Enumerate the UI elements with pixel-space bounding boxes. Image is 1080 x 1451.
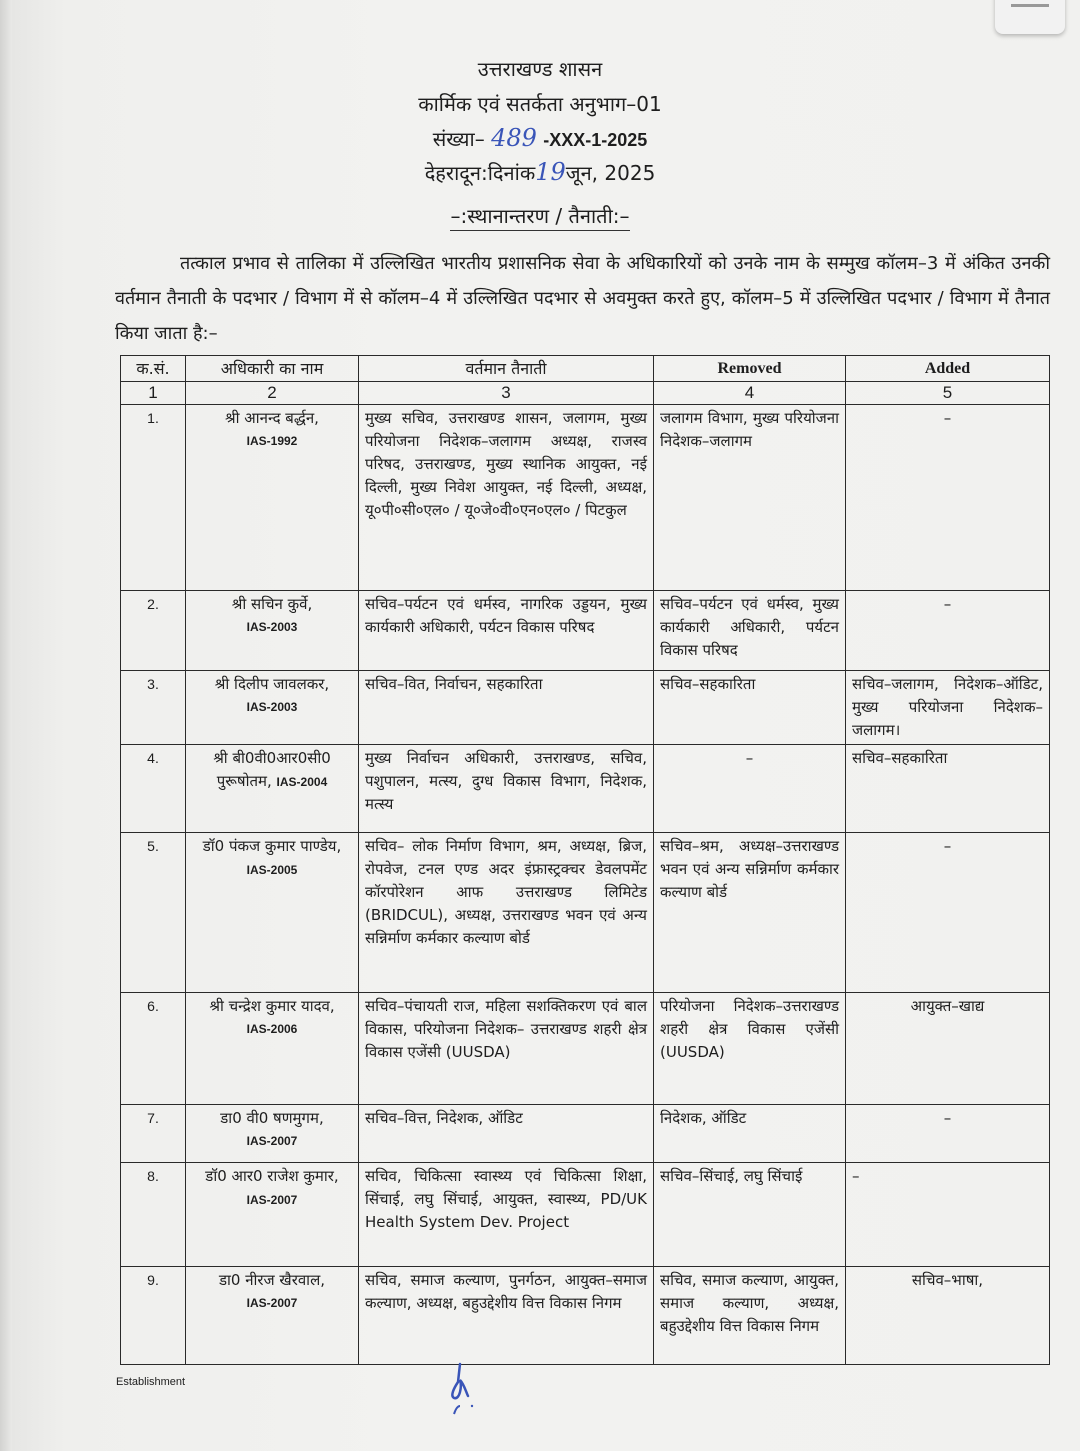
date-prefix: देहरादून:दिनांक [424, 161, 536, 185]
row-sn: 1. [121, 405, 186, 591]
added-posting: – [846, 591, 1050, 671]
date-suffix: जून, 2025 [565, 161, 656, 185]
department-title: कार्मिक एवं सतर्कता अनुभाग–01 [418, 92, 662, 116]
officer-name-text: श्री बी0वी0आर0सी0 पुरूषोतम, [213, 749, 331, 790]
officer-name [186, 1105, 359, 1163]
officer-name [186, 993, 359, 1105]
removed-posting: निदेशक, ऑडिट [654, 1105, 846, 1163]
current-posting: मुख्य निर्वाचन अधिकारी, उत्तराखण्ड, सचिव, पशुपालन, मत्स्य, दुग्ध विकास विभाग, निदेशक, मत्स्य [359, 745, 654, 833]
header-sn: क.सं. [121, 356, 186, 382]
table-row [121, 833, 1050, 993]
handwritten-number: 489 [491, 124, 537, 152]
row-sn: 2. [121, 591, 186, 671]
removed-posting: सचिव–सहकारिता [654, 671, 846, 745]
removed-posting: परियोजना निदेशक–उत्तराखण्ड शहरी क्षेत्र विकास एजेंसी (UUSDA) [654, 993, 846, 1105]
row-sn: 7. [121, 1105, 186, 1163]
row-sn: 5. [121, 833, 186, 993]
ias-batch: IAS-2007 [246, 1134, 298, 1148]
ias-batch: IAS-2004 [276, 775, 328, 789]
colnum-4: 4 [654, 382, 846, 405]
added-posting: सचिव–सहकारिता [846, 745, 1050, 833]
removed-posting: सचिव, समाज कल्याण, आयुक्त, समाज कल्याण, अध्यक्ष, बहुउद्देशीय वित्त विकास निगम [654, 1267, 846, 1365]
officer-name [186, 833, 359, 993]
current-posting: सचिव–पंचायती राज, महिला सशक्तिकरण एवं बाल विकास, परियोजना निदेशक– उत्तराखण्ड शहरी क्षेत्र विकास एजेंसी (UUSDA) [359, 993, 654, 1105]
subject-heading [0, 202, 1080, 229]
header-current: वर्तमान तैनाती [359, 356, 654, 382]
row-sn: 4. [121, 745, 186, 833]
current-posting: सचिव– लोक निर्माण विभाग, श्रम, अध्यक्ष, ब्रिज, रोपवेज, टनल एण्ड अदर इंफ्रास्ट्रक्चर डेवलपमेंट कॉरपोरेशन आफ उत्तराखण्ड लिमिटेड (BRIDCUL), अध्यक्ष, उत्तराखण्ड भवन एवं अन्य सन्निर्माण कर्मकार कल्याण बोर्ड [359, 833, 654, 993]
table-row [121, 591, 1050, 671]
row-sn: 9. [121, 1267, 186, 1365]
header-added: Added [846, 356, 1050, 382]
handwritten-date: 19 [535, 158, 566, 186]
removed-posting: जलागम विभाग, मुख्य परियोजना निदेशक–जलागम [654, 405, 846, 591]
officer-name-text: डा0 वी0 षणमुगम, [220, 1109, 324, 1127]
minimize-button[interactable] [995, 0, 1065, 34]
current-posting: मुख्य सचिव, उत्तराखण्ड शासन, जलागम, मुख्य परियोजना निदेशक–जलागम अध्यक्ष, राजस्व परिषद, उत्तराखण्ड, मुख्य स्थानिक आयुक्त, नई दिल्ली, मुख्य निवेश आयुक्त, नई दिल्ली, अध्यक्ष, यू०पी०सी०एल० / यू०जे०वी०एन०एल० / पिटकुल [359, 405, 654, 591]
intro-text: तत्काल प्रभाव से तालिका में उल्लिखित भारतीय प्रशासनिक सेवा के अधिकारियों को उनके नाम के सम्मुख कॉलम–3 में अंकित उनकी वर्तमान तैनाती के पदभार / विभाग में से कॉलम–4 में उल्लिखित पदभार से अवमुक्त करते हुए, कॉलम–5 में उल्लिखित पदभार / विभाग में तैनात किया जाता है:– [115, 253, 1050, 344]
table-row [121, 1163, 1050, 1267]
order-number [0, 124, 1080, 152]
removed-posting: सचिव–सिंचाई, लघु सिंचाई [654, 1163, 846, 1267]
footer-label: Establishment [116, 1376, 186, 1388]
ias-batch: IAS-1992 [246, 434, 298, 448]
added-posting: – [846, 833, 1050, 993]
officer-name-text: डॉ0 पंकज कुमार पाण्डेय, [202, 837, 342, 855]
colnum-5: 5 [846, 382, 1050, 405]
officer-name [186, 591, 359, 671]
colnum-1: 1 [121, 382, 186, 405]
ias-batch: IAS-2007 [246, 1193, 298, 1207]
officer-name [186, 1267, 359, 1365]
minimize-icon [1011, 4, 1049, 7]
officer-name [186, 1163, 359, 1267]
ias-batch: IAS-2003 [246, 620, 298, 634]
removed-posting: – [654, 745, 846, 833]
colnum-3: 3 [359, 382, 654, 405]
added-posting: सचिव–जलागम, निदेशक–ऑडिट, मुख्य परियोजना निदेशक– जलागम। [846, 671, 1050, 745]
officer-name-text: श्री चन्द्रेश कुमार यादव, [209, 997, 335, 1015]
ias-batch: IAS-2007 [246, 1296, 298, 1310]
officer-name-text: श्री दिलीप जावलकर, [214, 675, 330, 693]
officer-name [186, 745, 359, 833]
current-posting: सचिव–वित्त, निदेशक, ऑडिट [359, 1105, 654, 1163]
ias-batch: IAS-2005 [246, 863, 298, 877]
current-posting: सचिव, समाज कल्याण, पुनर्गठन, आयुक्त–समाज कल्याण, अध्यक्ष, बहुउद्देशीय वित्त विकास निगम [359, 1267, 654, 1365]
column-number-row [121, 382, 1050, 405]
added-posting: सचिव–भाषा, [846, 1267, 1050, 1365]
added-posting: – [846, 1105, 1050, 1163]
removed-posting: सचिव–श्रम, अध्यक्ष–उत्तराखण्ड भवन एवं अन्य सन्निर्माण कर्मकार कल्याण बोर्ड [654, 833, 846, 993]
current-posting: सचिव–पर्यटन एवं धर्मस्व, नागरिक उड्डयन, मुख्य कार्यकारी अधिकारी, पर्यटन विकास परिषद [359, 591, 654, 671]
subject-text: –:स्थानान्तरण / तैनाती:– [450, 204, 629, 231]
ias-batch: IAS-2003 [246, 700, 298, 714]
ias-batch: IAS-2006 [246, 1022, 298, 1036]
transfer-table [120, 355, 1050, 1365]
added-posting: – [846, 405, 1050, 591]
number-suffix: -XXX-1-2025 [543, 130, 648, 150]
current-posting: सचिव–वित, निर्वाचन, सहकारिता [359, 671, 654, 745]
signature-initials [440, 1362, 500, 1422]
colnum-2: 2 [186, 382, 359, 405]
table-row [121, 1105, 1050, 1163]
removed-posting: सचिव–पर्यटन एवं धर्मस्व, मुख्य कार्यकारी अधिकारी, पर्यटन विकास परिषद [654, 591, 846, 671]
number-prefix: संख्या– [432, 127, 485, 151]
officer-name-text: डा0 नीरज खैरवाल, [218, 1271, 326, 1289]
officer-name-text: श्री सचिन कुर्वे, [231, 595, 313, 613]
order-date [0, 158, 1080, 186]
officer-name-text: श्री आनन्द बर्द्धन, [225, 409, 319, 427]
added-posting: आयुक्त–खाद्य [846, 993, 1050, 1105]
added-posting: – [846, 1163, 1050, 1267]
officer-name [186, 405, 359, 591]
officer-name [186, 671, 359, 745]
row-sn: 3. [121, 671, 186, 745]
header-removed: Removed [654, 356, 846, 382]
table-row [121, 405, 1050, 591]
table-row [121, 671, 1050, 745]
officer-name-text: डॉ0 आर0 राजेश कुमार, [205, 1167, 339, 1185]
table-row [121, 1267, 1050, 1365]
row-sn: 6. [121, 993, 186, 1105]
row-sn: 8. [121, 1163, 186, 1267]
govt-title: उत्तराखण्ड शासन [477, 57, 603, 81]
intro-paragraph [115, 246, 1050, 351]
table-row [121, 993, 1050, 1105]
current-posting: सचिव, चिकित्सा स्वास्थ्य एवं चिकित्सा शिक्षा, सिंचाई, लघु सिंचाई, आयुक्त, स्वास्थ्य, PD/UK Health System Dev. Project [359, 1163, 654, 1267]
table-header-row [121, 356, 1050, 382]
table-row [121, 745, 1050, 833]
header-name: अधिकारी का नाम [186, 356, 359, 382]
